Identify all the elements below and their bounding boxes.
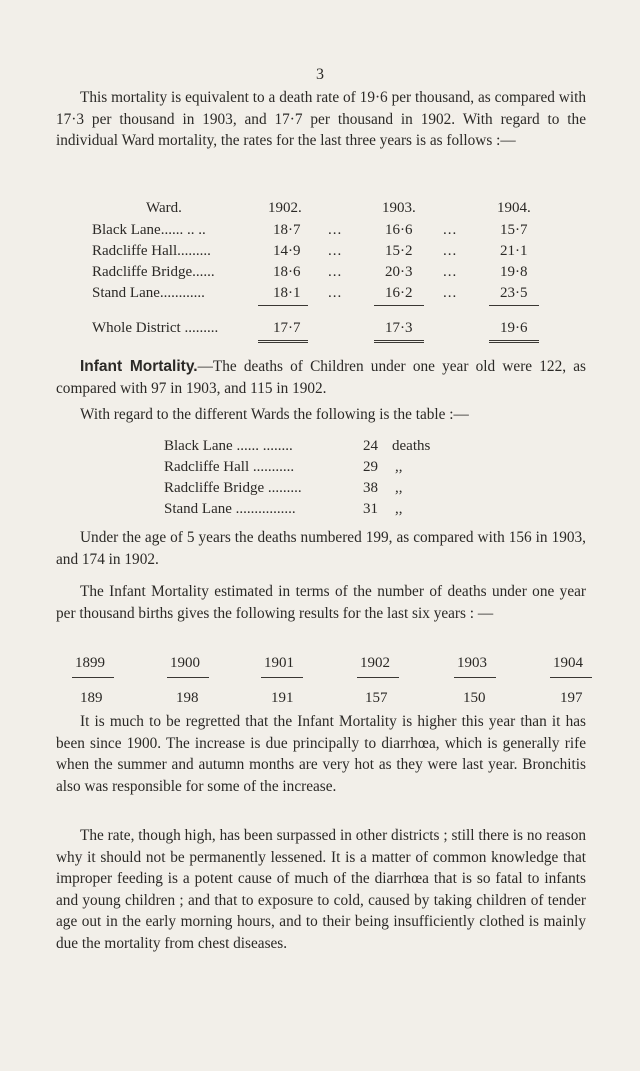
ward-table-header <box>0 198 640 218</box>
paragraph-regret: It is much to be regretted that the Infant Mortality is higher this year than it has been since 1900. The increase is due principally to diarrhœa, which is generally rife when the summer and autumn months are very hot as they were last year. Bronchitis also was responsible for some of the increase. <box>56 713 586 795</box>
ward-row: Radcliffe Bridge...... 18·6 ... 20·3 ... 19·8 <box>92 264 528 280</box>
value-row: 189 198 191 157 150 197 <box>80 690 583 706</box>
deaths-row: Radcliffe Hall ........... 29 ,, <box>164 459 403 475</box>
header-ward: Ward. <box>146 200 182 216</box>
table-rule <box>357 677 399 678</box>
deaths-row: Black Lane ...... ........ 24 deaths <box>164 438 431 454</box>
header-1903: 1903. <box>382 200 416 216</box>
page-number: 3 <box>316 66 324 83</box>
ward-row: Radcliffe Hall......... 14·9 ... 15·2 ... 21·1 <box>92 243 528 259</box>
paragraph-under-five: Under the age of 5 years the deaths numbered 199, as compared with 156 in 1903, and 174 in 1902. <box>56 529 586 568</box>
ward-row: Stand Lane............ 18·1 ... 16·2 ... 23·5 <box>92 285 528 301</box>
header-1902: 1902. <box>268 200 302 216</box>
table-rule <box>72 677 114 678</box>
year-row: 1899 1900 1901 1902 1903 1904 <box>75 655 583 671</box>
table-rule <box>167 677 209 678</box>
paragraph-ward-deaths-intro: With regard to the different Wards the following is the table :— <box>80 406 469 423</box>
table-rule <box>454 677 496 678</box>
section-heading-infant-mortality: Infant Mortality. <box>80 358 198 375</box>
paragraph-infant-rate-intro: The Infant Mortality estimated in terms of the number of deaths under one year per thousand births gives the following results for the last six years : — <box>56 583 586 622</box>
table-double-rule <box>489 340 539 343</box>
deaths-row: Stand Lane ................ 31 ,, <box>164 501 403 517</box>
header-1904: 1904. <box>497 200 531 216</box>
table-double-rule <box>374 340 424 343</box>
paragraph-rate-lessened: The rate, though high, has been surpassed in other districts ; still there is no reason why it should not be permanently lessened. It is a matter of common knowledge that improper feeding is a potent cause of much of the diarrhœa that is so fatal to infants and young children ; and that to exposure to cold, caused by taking children of tender age out in the early morning hours, and to their being insufficiently clothed is mainly due the mortality from chest diseases. <box>56 827 586 952</box>
table-double-rule <box>258 340 308 343</box>
table-rule <box>550 677 592 678</box>
paragraph-death-rate: This mortality is equivalent to a death rate of 19·6 per thousand, as compared with 17·3 per thousand in 1903, and 17·7 per thousand in 1902. With regard to the individual Ward mortality, the rates for the last three years is as follows :— <box>56 89 586 150</box>
table-rule <box>489 305 539 306</box>
table-rule <box>258 305 308 306</box>
ward-row: Black Lane...... .. .. 18·7 ... 16·6 ... 15·7 <box>92 222 528 238</box>
table-rule <box>261 677 303 678</box>
ward-total-row: Whole District ......... 17·7 17·3 19·6 <box>92 320 528 336</box>
deaths-row: Radcliffe Bridge ......... 38 ,, <box>164 480 403 496</box>
table-rule <box>374 305 424 306</box>
paragraph-infant-mortality: Infant Mortality.—The deaths of Children under one year old were 122, as compared with 97 in 1903, and 115 in 1902. <box>56 358 586 397</box>
